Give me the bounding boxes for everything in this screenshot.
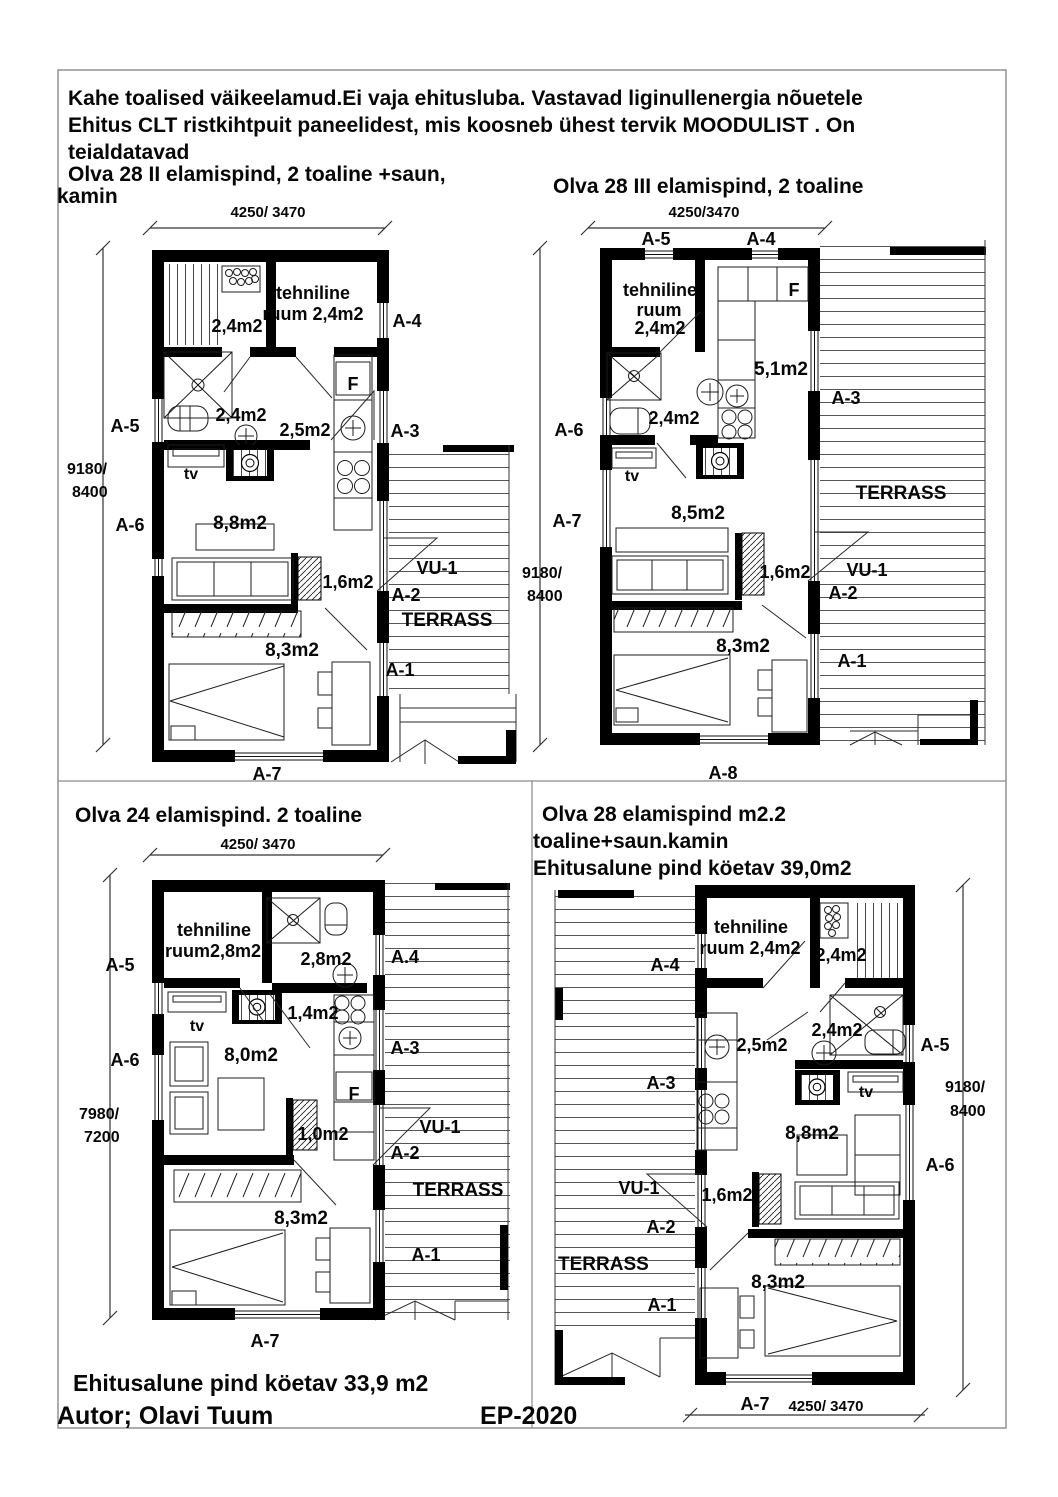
plan1-axis-a3: A-3 (390, 421, 420, 441)
plan3-bedroom-furniture (170, 1170, 370, 1305)
plan2-fireplace (696, 443, 744, 479)
plan1-axis-a7: A-7 (252, 764, 282, 784)
plan4-living-area: 8,8m2 (785, 1123, 839, 1144)
plan1-sauna-stove (222, 266, 260, 292)
plan4-sauna-stove (820, 903, 848, 938)
plan3-axis-a2: A-2 (390, 1143, 420, 1163)
plan-olva-24 (75, 804, 510, 1351)
plan1-sauna-bench (166, 264, 218, 345)
plan2-bedroom-furniture (614, 608, 807, 732)
plan4-dim-height1: 9180/ (945, 1079, 986, 1096)
plan3-fridge-label: F (348, 1084, 360, 1104)
plan2-bath-area: 2,4m2 (648, 408, 700, 428)
header-line1: Kahe toalised väikeelamud.Ei vaja ehitusluba. Vastavad liginullenergia nõuetele (68, 87, 863, 110)
plan4-axis-a3: A-3 (646, 1073, 676, 1093)
plan2-axis-a3: A-3 (831, 388, 861, 408)
plan4-entry-label: VU-1 (618, 1178, 660, 1198)
header-line3: teialdatavad (68, 141, 190, 164)
plan4-axis-a5: A-5 (920, 1035, 950, 1055)
plan2-axis-a6: A-6 (554, 420, 584, 440)
plan2-kitchen-area: 5,1m2 (754, 359, 808, 380)
plan3-dim-height1: 7980/ (79, 1106, 120, 1123)
plan4-dim-width: 4250/ 3470 (788, 1398, 864, 1415)
plan1-living-furniture (172, 524, 293, 600)
plan2-wardrobe-area: 1,6m2 (759, 562, 811, 582)
plan3-wardrobe-area: 1,0m2 (297, 1124, 349, 1144)
plan1-dim-height2: 8400 (72, 484, 108, 501)
plan3-shower (267, 898, 320, 943)
plan1-bedroom-area: 8,3m2 (265, 640, 319, 661)
plan4-bedroom-furniture (700, 1239, 900, 1358)
plan2-dim-width: 4250/3470 (668, 204, 740, 221)
plan2-terrace-label: TERRASS (855, 483, 947, 504)
plan4-tv-stand (848, 1072, 903, 1092)
plan2-walls (600, 248, 820, 745)
plan3-dim-width: 4250/ 3470 (220, 836, 296, 853)
plan1-axis-a1: A-1 (385, 660, 415, 680)
header (68, 87, 863, 164)
plan4-wardrobe-area: 1,6m2 (701, 1185, 753, 1205)
plan4-title-line3: Ehitusalune pind köetav 39,0m2 (533, 857, 852, 880)
plan3-axis-a7: A-7 (250, 1331, 280, 1351)
plan1-axis-a4: A-4 (392, 311, 422, 331)
plan1-fridge-label: F (347, 374, 359, 394)
plan1-bath-area: 2,4m2 (215, 405, 267, 425)
plan4-sauna-area: 2,4m2 (815, 945, 867, 965)
plan3-entry-label: VU-1 (419, 1117, 461, 1137)
plan4-dim-height2: 8400 (950, 1103, 986, 1120)
plan4-sauna-bench (852, 903, 903, 978)
plan3-dim-height2: 7200 (84, 1129, 120, 1146)
plan4-axis-a1: A-1 (647, 1295, 677, 1315)
plan1-terrace-steps (389, 694, 517, 764)
plan4-bedroom-area: 8,3m2 (751, 1272, 805, 1293)
plan4-tech-line1: tehniline (713, 917, 789, 937)
plan3-living-area: 8,0m2 (224, 1045, 278, 1066)
plan2-title: Olva 28 III elamispind, 2 toaline (553, 175, 864, 198)
plan2-axis-a1: A-1 (837, 651, 867, 671)
plan1-tech-line2: ruum 2,4m2 (262, 304, 364, 324)
plan4-terrace-steps (555, 1326, 695, 1385)
plan2-tech-line1: tehniline (622, 280, 698, 300)
plan1-hall-area: 2,5m2 (279, 420, 331, 440)
plan4-bath-area: 2,4m2 (811, 1020, 863, 1040)
plan1-title-line1: Olva 28 II elamispind, 2 toaline +saun, (68, 163, 446, 186)
plan3-fireplace (232, 990, 282, 1024)
plan1-bedroom-furniture (169, 611, 370, 745)
plan1-dim-width: 4250/ 3470 (230, 204, 306, 221)
plan3-tv-label: tv (189, 1018, 205, 1035)
plan1-dim-height1: 9180/ (67, 461, 108, 478)
plan3-toilet (325, 903, 347, 935)
plan2-axis-a2: A-2 (828, 583, 858, 603)
plan2-dim-height2: 8400 (527, 588, 563, 605)
plan1-axis-a6: A-6 (115, 515, 145, 535)
plan4-terrace-label: TERRASS (558, 1254, 649, 1275)
footer-project-code: EP-2020 (480, 1402, 578, 1430)
plan1-axis-a5: A-5 (110, 416, 140, 436)
plan3-axis-a4: A.4 (390, 947, 420, 967)
plan4-kitchen (697, 1013, 737, 1150)
header-line2: Ehitus CLT ristkihtpuit paneelidest, mis koosneb ühest tervik MOODULIST . On (68, 114, 856, 137)
plan1-tech-line1: tehniline (275, 283, 351, 303)
plan1-sauna-area: 2,4m2 (211, 316, 263, 336)
plan4-windows (698, 934, 913, 1382)
plan1-fireplace (226, 445, 274, 481)
plan1-terrace-edge (443, 445, 514, 452)
plan3-tech-line1: tehniline (176, 920, 252, 940)
footer (57, 1370, 577, 1430)
plan1-living-area: 8,8m2 (213, 513, 267, 534)
plan1-tv-label: tv (183, 466, 199, 483)
plan4-wardrobe (759, 1174, 781, 1224)
plan4-toilet (865, 1030, 905, 1054)
plan2-toilet (610, 408, 650, 434)
plan1-wardrobe-area: 1,6m2 (322, 572, 374, 592)
plan2-tv-stand (612, 448, 656, 468)
plan-olva-28-iii (522, 175, 986, 783)
footer-author: Autor; Olavi Tuum (57, 1402, 274, 1430)
plan3-axis-a5: A-5 (105, 955, 135, 975)
plan3-bedroom-area: 8,3m2 (274, 1208, 328, 1229)
plan2-living-area: 8,5m2 (671, 503, 725, 524)
plan-olva-28-m22 (533, 803, 986, 1422)
plan3-axis-a6: A-6 (110, 1050, 140, 1070)
plan2-axis-a7: A-7 (552, 511, 582, 531)
plan1-title-line2: kamin (57, 185, 118, 208)
plan3-dimensions (79, 836, 390, 1325)
plan4-title-line1: Olva 28 elamispind m2.2 (542, 803, 786, 826)
plan4-tv-label: tv (858, 1084, 874, 1101)
plan4-title-line2: toaline+saun.kamin (533, 830, 729, 853)
plan1-wardrobe (298, 557, 321, 600)
plan2-tech-line2: ruum (636, 300, 682, 320)
plan2-fridge-label: F (788, 280, 800, 300)
plan-olva-28-ii (57, 163, 517, 784)
plan3-hall-area: 1,4m2 (287, 1003, 339, 1023)
plan3-tech-line2: ruum2,8m2 (164, 941, 262, 961)
plan1-washbasin (235, 425, 257, 447)
plan4-kitchen-area: 2,5m2 (736, 1035, 788, 1055)
plan3-terrace-label: TERRASS (412, 1180, 504, 1201)
plan2-bedroom-area: 8,3m2 (716, 636, 770, 657)
plan3-axis-a3: A-3 (390, 1038, 420, 1058)
plan3-tv-stand (168, 992, 226, 1012)
plan4-axis-a7: A-7 (740, 1394, 770, 1414)
plan4-axis-a4: A-4 (650, 955, 680, 975)
plan2-living-furniture (612, 528, 728, 594)
plan2-shower (607, 353, 661, 400)
plan2-axis-a8: A-8 (708, 763, 738, 783)
plan1-terrace-label: TERRASS (401, 610, 493, 631)
plan1-entry-label: VU-1 (416, 558, 458, 578)
plan3-axis-a1: A-1 (411, 1245, 441, 1265)
plan2-dim-height1: 9180/ (522, 565, 563, 582)
plan4-fireplace (795, 1070, 840, 1105)
plan2-tv-label: tv (624, 468, 640, 485)
plan1-axis-a2: A-2 (391, 585, 421, 605)
plan1-windows (155, 303, 387, 760)
plan2-axis-a4: A-4 (746, 229, 776, 249)
footer-area-note: Ehitusalune pind köetav 33,9 m2 (73, 1370, 429, 1396)
plan4-axis-a2: A-2 (646, 1217, 676, 1237)
plan4-axis-a6: A-6 (925, 1155, 955, 1175)
plan2-tech-line3: 2,4m2 (634, 318, 686, 338)
plan2-washbasin (697, 379, 723, 405)
plan4-tech-line2: ruum 2,4m2 (699, 938, 801, 958)
plan3-title: Olva 24 elamispind. 2 toaline (75, 804, 363, 827)
plan2-axis-a5: A-5 (641, 229, 671, 249)
plan3-shower-area: 2,8m2 (300, 949, 352, 969)
plan2-entry-label: VU-1 (846, 560, 888, 580)
